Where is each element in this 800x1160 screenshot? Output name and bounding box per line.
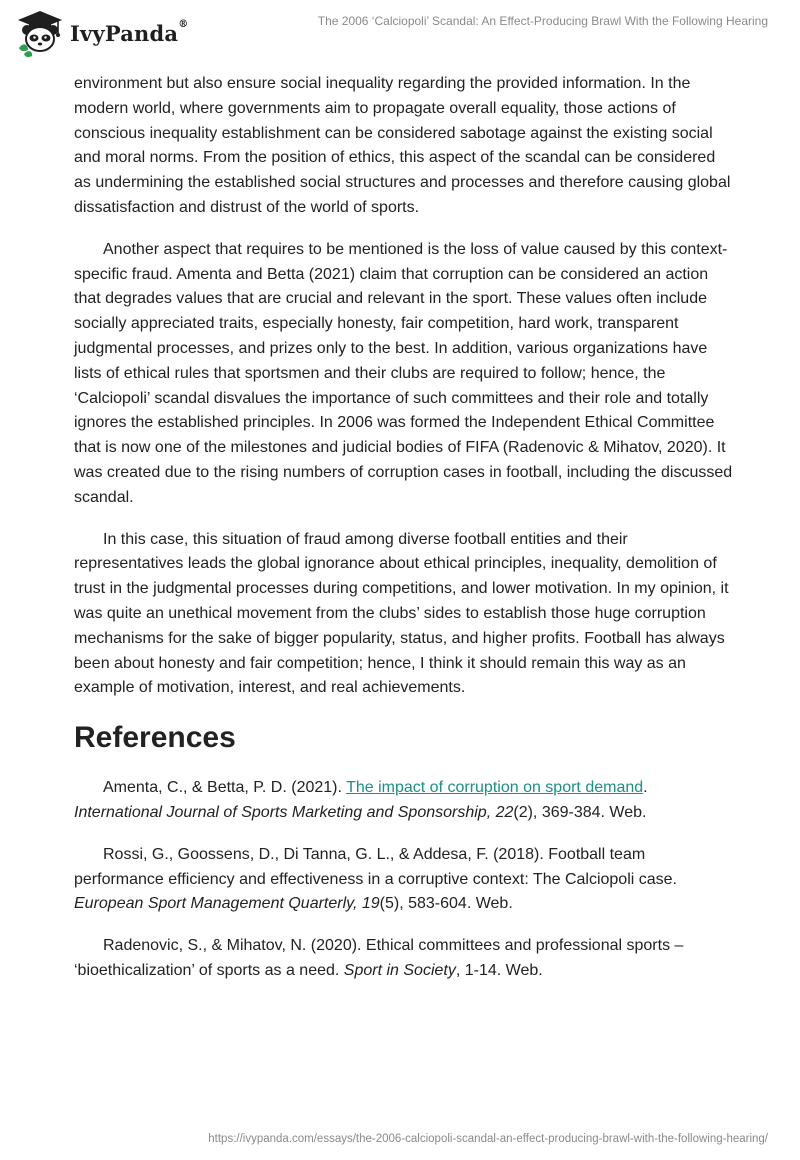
paragraph-conclusion: In this case, this situation of fraud among diverse football entities and their representatives leads the global ignorance about ethical principles, inequality, demolition of trust in the judgmental processes during competitions, and lower motivation. In my opinion, it was quite an unethical movement from the clubs’ sides to establish those huge corruption mechanisms for the sake of bigger popularity, status, and higher profits. Football has always been about honesty and fair competition; hence, I think it should remain this way as an example of motivation, interest, and real achievements. xyxy=(74,530,729,697)
ivypanda-logo[interactable] xyxy=(14,8,188,58)
reference-item: Rossi, G., Goossens, D., Di Tanna, G. L., & Addesa, F. (2018). Football team performance efficiency and effectiveness in a corruptive context: The Calciopoli case. European Sport Management Quarterly, 19(5), 583-604. Web. xyxy=(74,845,677,913)
paragraph-loss-of-value: Another aspect that requires to be mentioned is the loss of value caused by this context-specific fraud. Amenta and Betta (2021) claim that corruption can be considered an action that degrades values that are crucial and relevant in the sport. These values often include socially appreciated traits, especially honesty, fair competition, hard work, transparent judgmental processes, and prizes only to the best. In addition, various organizations have lists of ethical rules that sportsmen and their clubs are required to follow; hence, the ‘Calciopoli’ scandal disvalues the importance of such committees and their role and totally ignores the established principles. In 2006 was formed the Independent Ethical Committee that is now one of the milestones and judicial bodies of FIFA (Radenovic & Mihatov, 2020). It was created due to the rising numbers of corruption cases in football, including the discussed scandal. xyxy=(74,240,733,506)
panda-graduate-icon xyxy=(14,8,66,58)
source-url[interactable]: https://ivypanda.com/essays/the-2006-calciopoli-scandal-an-effect-producing-brawl-with-the-following-hearing/ xyxy=(208,1133,768,1145)
brand-name: IvyPanda® xyxy=(70,18,189,46)
references-heading: References xyxy=(74,721,236,755)
reference-item: Amenta, C., & Betta, P. D. (2021). The impact of corruption on sport demand. International Journal of Sports Marketing and Sponsorship, 22(2), 369-384. Web. xyxy=(74,779,648,821)
reference-link[interactable]: The impact of corruption on sport demand xyxy=(346,779,644,797)
reference-item: Radenovic, S., & Mihatov, N. (2020). Ethical committees and professional sports – ‘bioethicalization’ of sports as a need. Sport in Society, 1-14. Web. xyxy=(74,937,684,979)
paragraph-continuation: environment but also ensure social inequality regarding the provided information. In the modern world, where governments aim to propagate overall equality, those actions of conscious inequality establishment can be considered sabotage against the existing social and moral norms. From the position of ethics, this aspect of the scandal can be considered as undermining the established social structures and processes and therefore causing global dissatisfaction and distrust of the world of sports. xyxy=(74,75,731,216)
document-title: The 2006 ‘Calciopoli’ Scandal: An Effect-Producing Brawl With the Following Hearing xyxy=(317,14,768,28)
page-header xyxy=(0,0,800,60)
essay-body xyxy=(74,72,734,1001)
